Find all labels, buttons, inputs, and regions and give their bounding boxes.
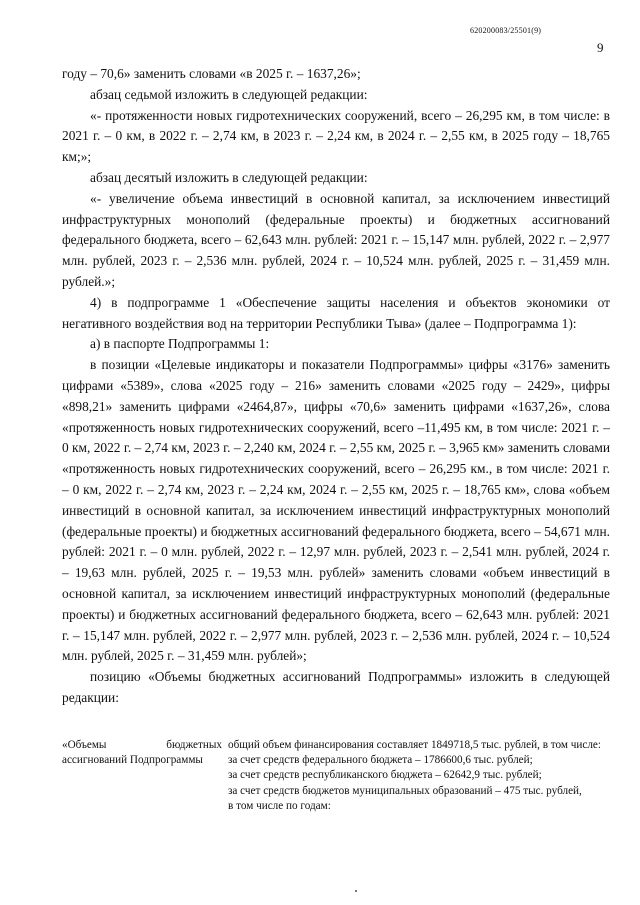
paragraph: позицию «Объемы бюджетных ассигнований Подпрограммы» изложить в следующей редакции: (62, 669, 610, 705)
table-line: общий объем финансирования составляет 1849718,5 тыс. рублей, в том числе: (228, 739, 602, 751)
paragraph: а) в паспорте Подпрограммы 1: (90, 336, 270, 352)
table-line: в том числе по годам: (228, 799, 331, 812)
document-body (62, 64, 610, 709)
paragraph: «- увеличение объема инвестиций в основной капитал, за исключением инвестиций инфраструктурных монополий (федеральные проекты) и бюджетных ассигнований федерального бюджета, всего – 62,643 млн. рублей: 2021 г. – 15,147 млн. рублей, 2022 г. – 2,977 млн. рублей, 2023 г. – 2,536 млн. рублей, 2024 г. – 10,524 млн. рублей, 2025 г. – 31,459 млн. рублей.»; (62, 190, 610, 289)
paragraph: году – 70,6» заменить словами «в 2025 г. – 1637,26»; (62, 66, 361, 81)
budget-allocation-table (62, 738, 610, 814)
paragraph: абзац седьмой изложить в следующей редакции: (90, 86, 368, 102)
scan-speck (355, 890, 357, 892)
paragraph: «- протяженности новых гидротехнических сооружений, всего – 26,295 км, в том числе: в 2021 г. – 0 км, в 2022 г. – 2,74 км, в 2023 г. – 2,24 км, в 2024 г. – 2,55 км, в 2025 году – 18,765 км;»; (62, 107, 610, 165)
paragraph: 4) в подпрограмме 1 «Обеспечение защиты населения и объектов экономики от негативного воздействия вод на территории Республики Тыва» (далее – Подпрограмма 1): (62, 294, 610, 331)
page-number: 9 (597, 40, 604, 55)
document-code: 620200083/25501(9) (470, 26, 542, 35)
paragraph: в позиции «Целевые индикаторы и показатели Подпрограммы» цифры «3176» заменить цифрами «5389», слова «2025 году – 216» заменить словами «2025 году – 2429», цифры «898,21» заменить цифрами «2464,87», цифры «70,6» заменить цифрами «1637,26», слова «протяженность новых гидротехнических сооружений, всего –11,495 км, в том числе: 2021 г. – 0 км, 2022 г. – 2,74 км, 2023 г. – 2,240 км, 2024 г. – 2,55 км, 2025 г. – 3,965 км» заменить словами «протяженность новых гидротехнических сооружений, всего – 26,295 км., в том числе: 2021 г. – 0 км, 2022 г. – 2,74 км, 2023 г. – 2,24 км, 2024 г. – 2,55 км, 2025 г. – 18,765 км», слова «объем инвестиций в основной капитал, за исключением инвестиций инфраструктурных монополий (федеральные проекты) и бюджетных ассигнований федерального бюджета, всего – 54,671 млн. рублей: 2021 г. – 0 млн. рублей, 2022 г. – 12,97 млн. рублей, 2023 г. – 2,541 млн. рублей, 2024 г. – 19,63 млн. рублей, 2025 г. – 19,53 млн. рублей» заменить словами «объем инвестиций в основной капитал, за исключением инвестиций инфраструктурных монополий (федеральные проекты) и бюджетных ассигнований федерального бюджета, всего – 62,643 млн. рублей: 2021 г. – 15,147 млн. рублей, 2022 г. – 2,977 млн. рублей, 2023 г. – 2,536 млн. рублей, 2024 г. – 10,524 млн. рублей, 2025 г. – 31,459 млн. рублей»; (62, 357, 611, 664)
table-line: за счет средств федерального бюджета – 1786600,6 тыс. рублей; (228, 754, 533, 767)
table-line: за счет средств бюджетов муниципальных образований – 475 тыс. рублей, (228, 784, 582, 797)
table-value-cell (228, 738, 610, 814)
table-label-cell: «Объемы бюджетных ассигнований Подпрограммы (62, 739, 222, 767)
paragraph: абзац десятый изложить в следующей редакции: (90, 169, 368, 185)
table-line: за счет средств республиканского бюджета – 62642,9 тыс. рублей; (228, 769, 542, 782)
